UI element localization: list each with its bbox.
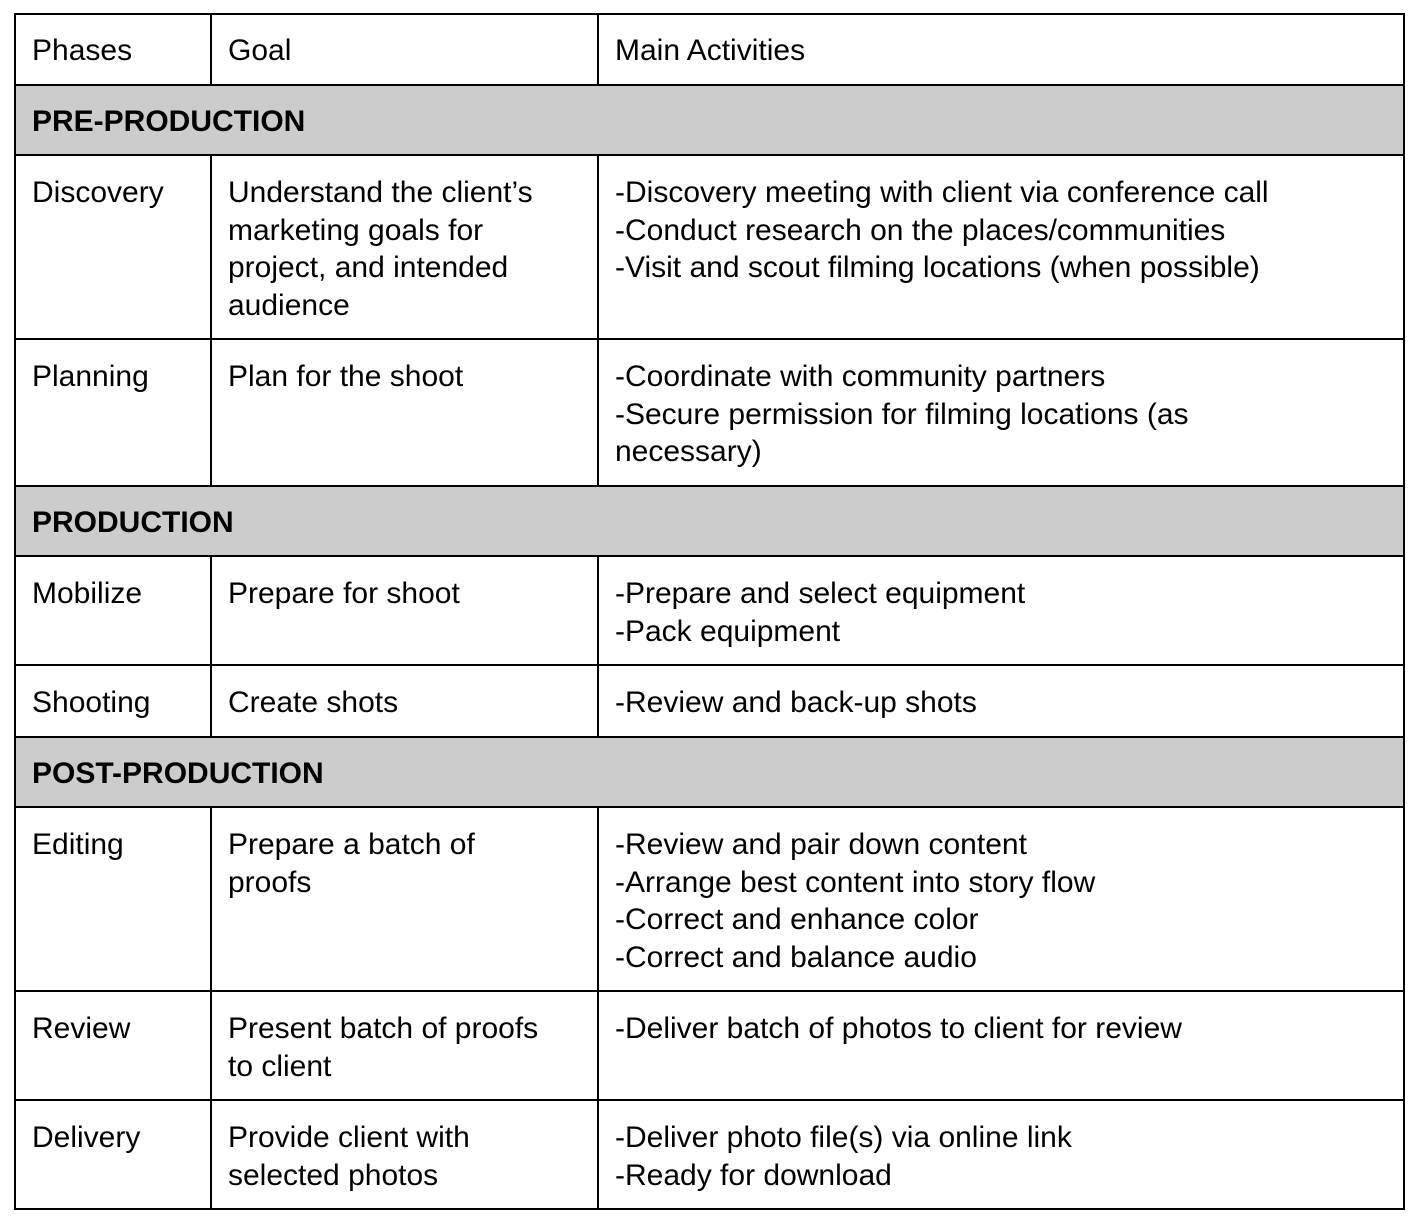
goal-line: proofs	[228, 865, 312, 899]
goal-line: Provide client with	[228, 1121, 470, 1154]
goal-line: Create shots	[228, 686, 399, 719]
goal-line: Prepare for shoot	[228, 577, 460, 610]
header-row	[15, 14, 1404, 85]
activities-cell	[598, 1100, 1404, 1209]
activities-cell	[598, 665, 1404, 737]
goal-cell	[211, 665, 598, 737]
table-body	[15, 85, 1404, 1210]
table-row	[15, 339, 1404, 486]
goal-line: to client	[228, 1049, 332, 1083]
section-header-row	[15, 737, 1404, 808]
activity-item: -Review and pair down content	[615, 828, 1027, 861]
goal-line: audience	[228, 288, 350, 322]
phase-cell: Mobilize	[15, 556, 211, 665]
activity-item: -Conduct research on the places/communities	[615, 213, 1226, 247]
activity-item: -Deliver photo file(s) via online link	[615, 1121, 1072, 1154]
section-title: POST-PRODUCTION	[15, 737, 1404, 808]
section-title: PRE-PRODUCTION	[15, 85, 1404, 156]
goal-line: project, and intended	[228, 251, 509, 284]
activity-item: -Pack equipment	[615, 614, 841, 648]
goal-line: Understand the client’s	[228, 176, 533, 209]
goal-cell	[211, 807, 598, 991]
header-main-activities: Main Activities	[598, 14, 1404, 85]
activity-item: -Arrange best content into story flow	[615, 865, 1096, 899]
goal-line: selected photos	[228, 1158, 439, 1192]
activity-item: -Ready for download	[615, 1158, 892, 1192]
header-phases: Phases	[15, 14, 211, 85]
goal-cell	[211, 556, 598, 665]
phase-cell: Discovery	[15, 155, 211, 339]
section-title: PRODUCTION	[15, 486, 1404, 557]
phase-cell: Editing	[15, 807, 211, 991]
table-row	[15, 807, 1404, 991]
activity-item: -Correct and enhance color	[615, 903, 979, 936]
table-row	[15, 665, 1404, 737]
table-row	[15, 556, 1404, 665]
section-header-row	[15, 486, 1404, 557]
table-row	[15, 1100, 1404, 1209]
header-goal: Goal	[211, 14, 598, 85]
activity-item: -Prepare and select equipment	[615, 577, 1026, 610]
phase-cell: Delivery	[15, 1100, 211, 1209]
activity-item: -Deliver batch of photos to client for review	[615, 1012, 1182, 1045]
activity-item: -Secure permission for filming locations (as	[615, 397, 1189, 431]
phase-cell: Shooting	[15, 665, 211, 737]
activity-item: -Review and back-up shots	[615, 686, 977, 719]
goal-cell	[211, 991, 598, 1100]
table-row	[15, 155, 1404, 339]
phases-table	[14, 13, 1405, 1210]
phase-cell: Review	[15, 991, 211, 1100]
table-row	[15, 991, 1404, 1100]
activities-cell	[598, 339, 1404, 486]
activity-item: -Correct and balance audio	[615, 940, 977, 974]
activity-item: -Coordinate with community partners	[615, 360, 1106, 393]
activities-cell	[598, 991, 1404, 1100]
goal-line: Prepare a batch of	[228, 828, 475, 861]
goal-cell	[211, 155, 598, 339]
goal-cell	[211, 1100, 598, 1209]
activity-item: -Visit and scout filming locations (when possible)	[615, 251, 1260, 284]
activity-item: -Discovery meeting with client via conference call	[615, 176, 1269, 209]
activities-cell	[598, 807, 1404, 991]
activities-cell	[598, 556, 1404, 665]
activities-cell	[598, 155, 1404, 339]
goal-line: Present batch of proofs	[228, 1012, 539, 1045]
goal-line: marketing goals for	[228, 213, 484, 247]
goal-line: Plan for the shoot	[228, 360, 464, 393]
goal-cell	[211, 339, 598, 486]
activity-item: necessary)	[615, 435, 762, 468]
section-header-row	[15, 85, 1404, 156]
phase-cell: Planning	[15, 339, 211, 486]
